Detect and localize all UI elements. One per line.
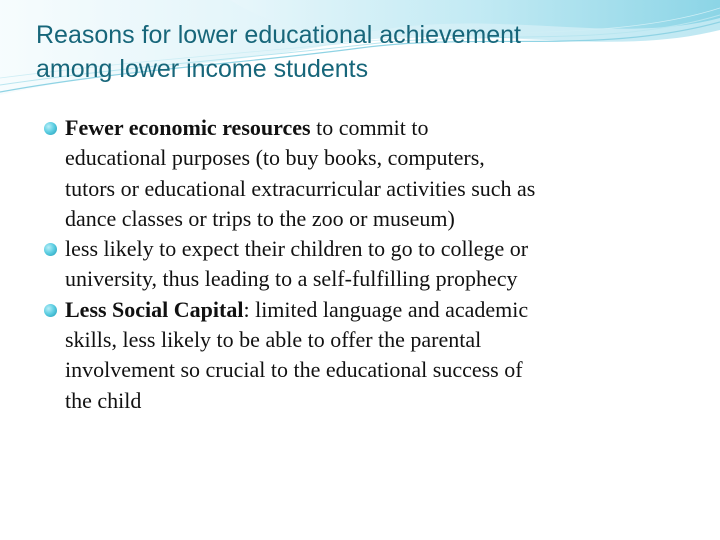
title-line: among lower income students: [36, 55, 369, 83]
bullet-line: [65, 295, 694, 325]
bullet-list: [44, 113, 694, 416]
bullet-line: educational purposes (to buy books, computers,: [65, 145, 485, 171]
bullet-line: involvement so crucial to the educational success of: [65, 357, 523, 383]
bullet-line: [65, 113, 694, 143]
bullet-line: dance classes or trips to the zoo or museum): [65, 205, 455, 231]
slide-title: [36, 18, 686, 86]
bullet-icon: [44, 304, 57, 317]
bullet-line: less likely to expect their children to go to college or: [65, 236, 529, 262]
title-line: Reasons for lower educational achievement: [36, 21, 521, 49]
bold-phrase: Less Social Capital: [65, 296, 244, 322]
bullet-icon: [44, 243, 57, 256]
line-text: : limited language and academic: [243, 296, 529, 322]
bullet-item-social-capital: [44, 295, 694, 416]
line-text: to commit to: [310, 115, 429, 140]
bullet-line: university, thus leading to a self‑fulfilling prophecy: [65, 266, 518, 292]
bold-phrase: Fewer economic resources: [65, 115, 311, 140]
bullet-line: the child: [65, 387, 142, 413]
bullet-item-economic-resources: [44, 113, 694, 234]
bullet-icon: [44, 122, 57, 135]
bullet-line: skills, less likely to be able to offer the parental: [65, 327, 482, 353]
bullet-line: tutors or educational extracurricular activities such as: [65, 175, 536, 201]
bullet-item-expectations: [44, 234, 694, 295]
